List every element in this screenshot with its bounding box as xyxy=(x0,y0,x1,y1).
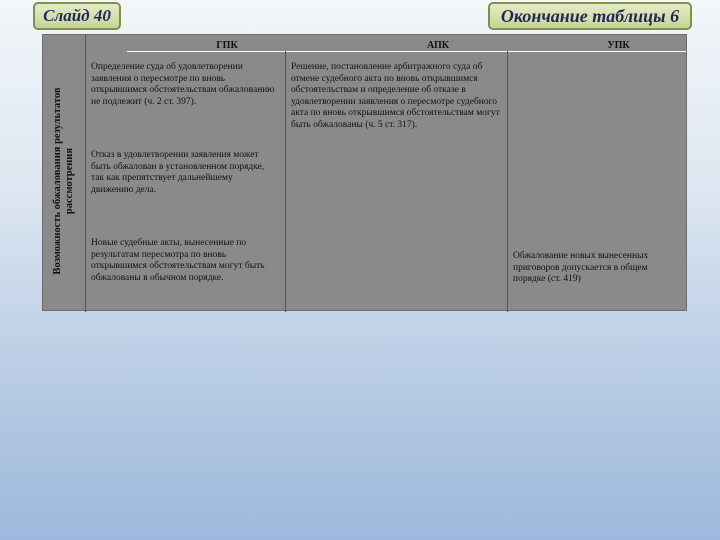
column-header-apk: АПК xyxy=(426,40,449,51)
column-divider-1 xyxy=(85,35,86,312)
slide-number-badge: Слайд 40 xyxy=(33,2,121,30)
content-table xyxy=(42,34,687,311)
column-header-upk: УПК xyxy=(607,40,630,51)
gpk-cell-1: Определение суда об удовлетворении заявления о пересмотре по вновь открывшимся обстоятельствам обжалованию не подлежит (ч. 2 ст. 397). xyxy=(91,62,275,107)
upk-cell: Обжалование новых вынесенных приговоров допускается в общем порядке (ст. 419) xyxy=(513,251,649,284)
gpk-cell-3: Новые судебные акты, вынесенные по результатам пересмотра по вновь открывшимся обстоятельствам могут быть обжалованы в обычном порядке. xyxy=(91,238,265,283)
column-header-gpk: ГПК xyxy=(216,40,238,51)
header-separator xyxy=(127,51,686,52)
column-divider-2 xyxy=(285,51,286,312)
apk-cell: Решение, постановление арбитражного суда об отмене судебного акта по вновь открывшимся обстоятельствам и определение об отказе в удовлетворении заявления о пересмотре судебного акта по вновь открывшимся обстоятельствам могут быть обжалованы (ч. 5 ст. 317). xyxy=(291,62,500,130)
row-header xyxy=(47,55,81,307)
row-header-text: Возможность обжалования результатов рассмотрения xyxy=(52,87,75,275)
column-divider-3 xyxy=(507,51,508,312)
table-title-badge: Окончание таблицы 6 xyxy=(488,2,692,30)
gpk-cell-2: Отказ в удовлетворении заявления может быть обжалован в установленном порядке, так как препятствует дальнейшему движению дела. xyxy=(91,150,265,195)
